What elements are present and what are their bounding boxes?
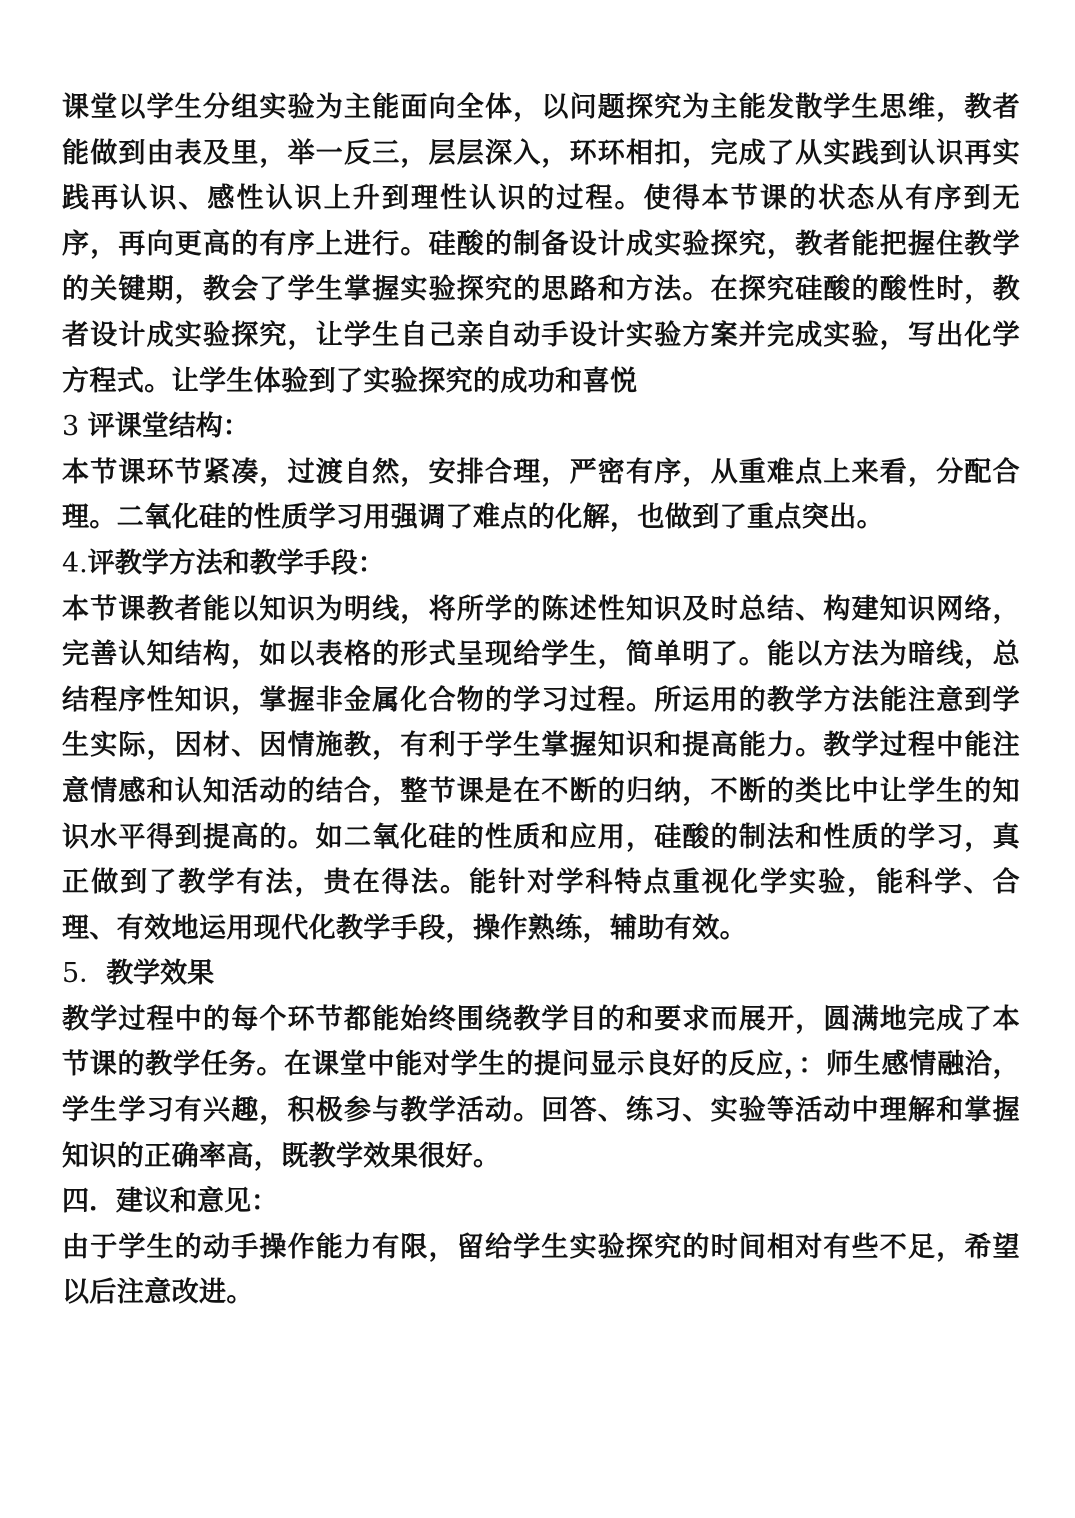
heading-number: 4. <box>62 547 88 579</box>
heading-number: 5． <box>62 958 107 990</box>
heading-text: 教学效果 <box>106 958 215 990</box>
heading-text: 评教学方法和教学手段： <box>87 547 385 579</box>
heading-teaching-methods <box>62 541 1020 587</box>
heading-teaching-effect <box>62 951 1020 997</box>
document-page <box>62 85 1020 1316</box>
paragraph-teaching-methods: 本节课教者能以知识为明线，将所学的陈述性知识及时总结、构建知识网络，完善认知结构，如以表格的形式呈现给学生，简单明了。能以方法为暗线，总结程序性知识，掌握非金属化合物的学习过程。所运用的教学方法能注意到学生实际，因材、因情施教，有利于学生掌握知识和提高能力。教学过程中能注意情感和认知活动的结合，整节课是在不断的归纳，不断的类比中让学生的知识水平得到提高的。如二氧化硅的性质和应用，硅酸的制法和性质的学习，真正做到了教学有法，贵在得法。能针对学科特点重视化学实验，能科学、合理、有效地运用现代化教学手段，操作熟练，辅助有效。 <box>62 593 1020 944</box>
heading-text: 四．建议和意见： <box>62 1186 278 1218</box>
paragraph-teaching-effect: 教学过程中的每个环节都能始终围绕教学目的和要求而展开，圆满地完成了本节课的教学任务。在课堂中能对学生的提问显示良好的反应，：师生感情融洽，学生学习有兴趣，积极参与教学活动。回答、练习、实验等活动中理解和掌握知识的正确率高，既教学效果很好。 <box>62 1003 1020 1172</box>
paragraph-suggestions: 由于学生的动手操作能力有限，留给学生实验探究的时间相对有些不足，希望以后注意改进。 <box>62 1231 1020 1309</box>
paragraph-classroom-inquiry: 课堂以学生分组实验为主能面向全体，以问题探究为主能发散学生思维，教者能做到由表及里，举一反三，层层深入，环环相扣，完成了从实践到认识再实践再认识、感性认识上升到理性认识的过程。使得本节课的状态从有序到无序，再向更高的有序上进行。硅酸的制备设计成实验探究，教者能把握住教学的关键期，教会了学生掌握实验探究的思路和方法。在探究硅酸的酸性时，教者设计成实验探究，让学生自己亲自动手设计实验方案并完成实验，写出化学方程式。让学生体验到了实验探究的成功和喜悦 <box>62 92 1020 397</box>
heading-number: 3 <box>62 411 88 443</box>
heading-text: 评课堂结构： <box>87 411 250 443</box>
heading-classroom-structure <box>62 404 1020 450</box>
paragraph-classroom-structure: 本节课环节紧凑，过渡自然，安排合理，严密有序，从重难点上来看，分配合理。二氧化硅的性质学习用强调了难点的化解，也做到了重点突出。 <box>62 456 1020 534</box>
heading-suggestions <box>62 1179 1020 1225</box>
